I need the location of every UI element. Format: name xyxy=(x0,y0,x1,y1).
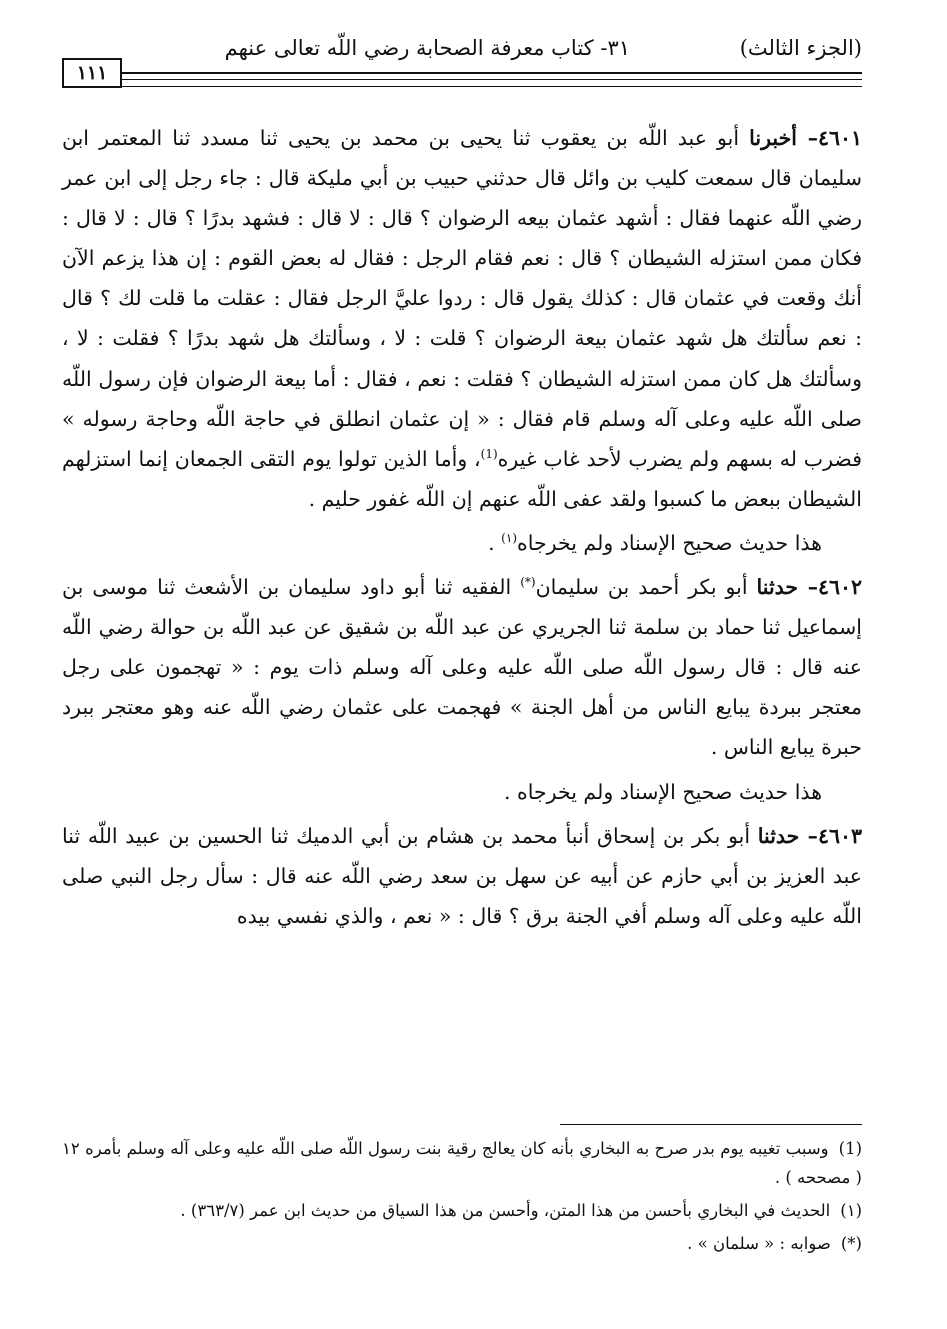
footnote-label: (1) xyxy=(838,1139,862,1158)
hadith-number: ٤٦٠٢ xyxy=(817,575,862,600)
verdict-text: هذا حديث صحيح الإسناد ولم يخرجاه xyxy=(517,530,822,555)
hadith-4601 xyxy=(62,118,862,519)
chapter-title: ٣١- كتاب معرفة الصحابة رضي اللّه تعالى عنهم xyxy=(224,36,630,60)
hadith-verb: – حدثنا xyxy=(757,823,818,848)
footnotes xyxy=(62,1134,862,1262)
header-rule xyxy=(122,72,862,74)
running-header xyxy=(62,30,862,66)
hadith-4602 xyxy=(62,567,862,767)
footnote-marker: (1) xyxy=(480,446,498,461)
hadith-text: أبو بكر بن إسحاق أنبأ محمد بن هشام بن أبي الدميك ثنا الحسين بن عبيد اللّه ثنا عبد العزيز بن أبي حازم عن أبيه عن سهل بن سعد رضي اللّه عنه قال : سأل رجل النبي صلى اللّه عليه وعلى آله وسلم أفي الجنة برق ؟ قال : « نعم ، والذي نفسي بيده xyxy=(62,823,862,928)
header-rule xyxy=(122,79,862,80)
main-text xyxy=(62,118,862,940)
verdict-end: . xyxy=(488,530,502,555)
hadith-text: ، وأما الذين تولوا يوم التقى الجمعان إنما استزلهم الشيطان ببعض ما كسبوا ولقد عفى اللّه عنهم إن اللّه غفور حليم . xyxy=(62,446,862,511)
hadith-verdict xyxy=(62,772,862,812)
footnote xyxy=(62,1196,862,1225)
footnote xyxy=(62,1229,862,1258)
footnote-separator xyxy=(560,1124,862,1125)
hadith-text: أبو عبد اللّه بن يعقوب ثنا يحيى بن محمد بن يحيى ثنا مسدد ثنا المعتمر ابن سليمان قال سمعت كليب بن وائل قال حدثني حبيب بن أبي مليكة قال : جاء رجل إلى ابن عمر رضي اللّه عنهما فقال : أشهد عثمان بيعه الرضوان ؟ قال : لا قال : فشهد بدرًا ؟ قال : لا قال : فكان ممن استزله الشيطان ؟ قال : نعم فقام الرجل : فقال له بعض القوم : إن هذا يزعم الآن أنك وقعت في عثمان قال : كذلك يقول قال : ردوا عليَّ الرجل فقال : عقلت ما قلت لك ؟ قال : نعم سألتك هل شهد عثمان بيعة الرضوان ؟ قلت : لا ، وسألتك هل شهد بدرًا ؟ فقلت : لا ، وسألتك هل كان ممن استزله الشيطان ؟ فقلت : نعم ، فقال : أما بيعة الرضوان فإن رسول اللّه صلى اللّه عليه وعلى آله وسلم قام فقال : « إن عثمان انطلق في حاجة اللّه وحاجة رسوله » فضرب له بسهم ولم يضرب لأحد غاب غيره xyxy=(62,126,862,471)
hadith-number: ٤٦٠١ xyxy=(817,126,862,150)
footnote-label: (١) xyxy=(840,1201,862,1220)
footnote-label: (*) xyxy=(840,1234,862,1253)
footnote-marker: (*) xyxy=(520,575,536,590)
hadith-text: أبو بكر أحمد بن سليمان xyxy=(535,575,757,600)
hadith-text: الفقيه ثنا أبو داود سليمان بن الأشعث ثنا موسى بن إسماعيل ثنا حماد بن سلمة ثنا الجريري عن عبد اللّه بن شقيق عن عبد اللّه بن حوالة رضي اللّه عنه قال : قال رسول اللّه صلى اللّه عليه وعلى آله وسلم ذات يوم : « تهجمون على رجل معتجر ببردة يبايع الناس من أهل الجنة » فهجمت على عثمان رضي اللّه عنه وهو معتجر ببرد حبرة يبايع الناس . xyxy=(62,575,862,760)
hadith-number: ٤٦٠٣ xyxy=(817,823,862,848)
footnote xyxy=(62,1134,862,1192)
header-rule xyxy=(62,86,862,87)
hadith-verdict xyxy=(62,523,862,563)
footnote-text: الحديث في البخاري بأحسن من هذا المتن، وأحسن من هذا السياق من حديث ابن عمر (٣٦٣/٧) . xyxy=(180,1201,831,1220)
hadith-4603 xyxy=(62,816,862,936)
page-number: ١١١ xyxy=(62,58,122,88)
verdict-text: هذا حديث صحيح الإسناد ولم يخرجاه . xyxy=(503,779,822,804)
footnote-marker: (١) xyxy=(501,531,517,546)
hadith-verb: – حدثنا xyxy=(756,575,818,600)
footnote-text: صوابه : « سلمان » . xyxy=(687,1234,831,1253)
hadith-verb: – أخبرنا xyxy=(749,126,818,150)
footnote-text: وسبب تغيبه يوم بدر صرح به البخاري بأنه كان يعالج رقية بنت رسول اللّه صلى اللّه عليه وعلى آله وسلم بأمره ١٢ ( مصححه ) . xyxy=(62,1139,862,1187)
volume-label: (الجزء الثالث) xyxy=(739,36,862,60)
